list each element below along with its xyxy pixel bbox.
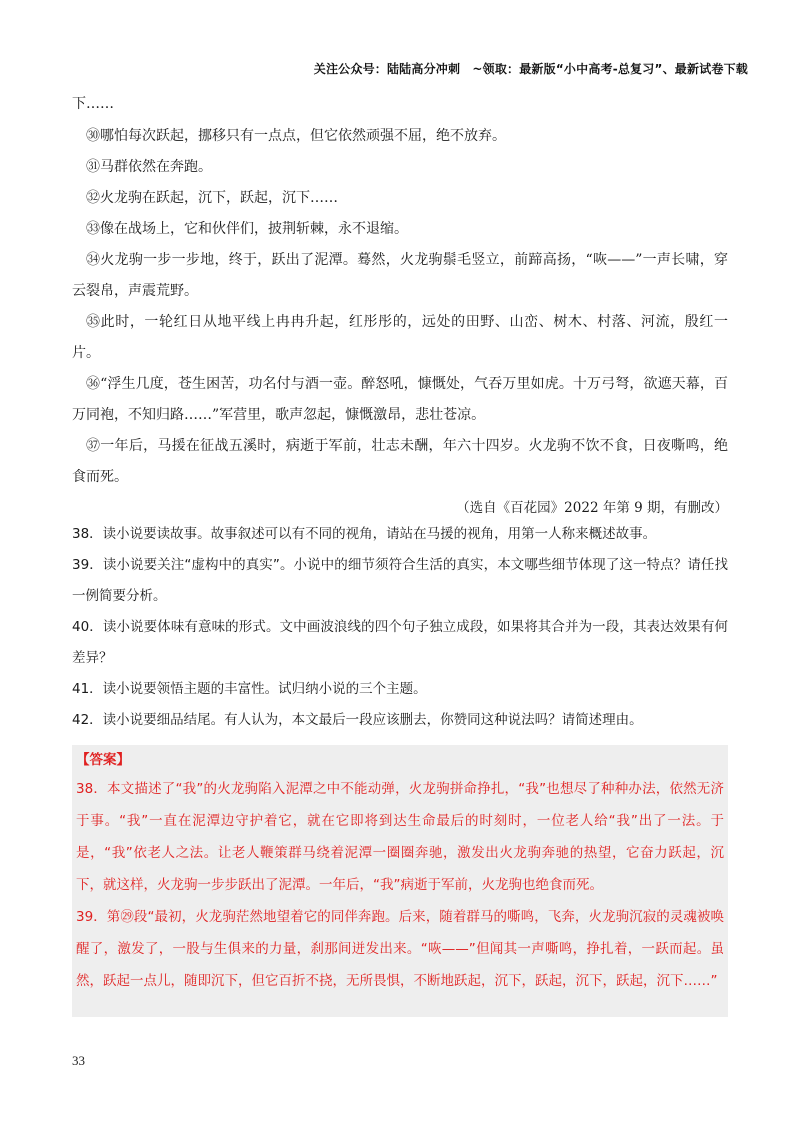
story-paragraph-37: ㊲一年后，马援在征战五溪时，病逝于军前，壮志未酬，年六十四岁。火龙驹不饮不食，日夜嘶鸣，绝食而死。 <box>72 438 728 485</box>
answer-tag: 【答案】 <box>76 752 130 768</box>
question-40: 40．读小说要体味有意味的形式。文中画波浪线的四个句子独立成段，如果将其合并为一段，其表达效果有何差异？ <box>72 619 728 666</box>
question-list <box>72 519 728 736</box>
answer-box <box>72 745 728 1017</box>
question-41: 41．读小说要领悟主题的丰富性。试归纳小说的三个主题。 <box>72 681 427 697</box>
question-38: 38．读小说要读故事。故事叙述可以有不同的视角，请站在马援的视角，用第一人称来概述故事。 <box>72 526 657 542</box>
story-paragraph-30: ㉚哪怕每次跃起，挪移只有一点点，但它依然顽强不屈，绝不放弃。 <box>86 128 506 144</box>
document-body <box>72 93 728 736</box>
page-header: 关注公众号：陆陆高分冲刺 ~领取：最新版“小中高考-总复习”、最新试卷下载 <box>313 62 748 76</box>
story-source: （选自《百花园》2022 年第 9 期，有删改） <box>456 500 728 516</box>
question-42: 42．读小说要细品结尾。有人认为，本文最后一段应该删去，你赞同这种说法吗？请简述理由。 <box>72 712 643 728</box>
answer-39: 39．第㉙段“最初，火龙驹茫然地望着它的同伴奔跑。后来，随着群马的嘶鸣，飞奔，火龙驹沉寂的灵魂被唤醒了，激发了，一股与生俱来的力量，刹那间迸发出来。“咴——”但闻其一声嘶鸣，挣扎着，一跃而起。虽然，跃起一点儿，随即沉下，但它百折不挠，无所畏惧，不断地跃起，沉下，跃起，沉下，跃起，沉下……” <box>76 909 724 989</box>
story-paragraph-35: ㉟此时，一轮红日从地平线上冉冉升起，红彤彤的，远处的田野、山峦、树木、村落、河流，殷红一片。 <box>72 314 728 361</box>
story-paragraph-32: ㉜火龙驹在跃起，沉下，跃起，沉下…… <box>86 190 338 206</box>
story-paragraph-36: ㊱“浮生几度，苍生困苦，功名付与酒一壶。醉怒吼，慷慨处，气吞万里如虎。十万弓弩，欲遮天幕，百万同袍，不知归路……”军营里，歌声忽起，慷慨激昂，悲壮苍凉。 <box>72 376 728 423</box>
story-lead: 下…… <box>72 96 114 112</box>
page-number: 33 <box>72 1053 85 1068</box>
story-paragraph-33: ㉝像在战场上，它和伙伴们，披荆斩棘，永不退缩。 <box>86 221 408 237</box>
story-paragraph-31: ㉛马群依然在奔跑。 <box>86 159 212 175</box>
question-39: 39．读小说要关注“虚构中的真实”。小说中的细节须符合生活的真实，本文哪些细节体现了这一特点？请任找一例简要分析。 <box>72 557 728 604</box>
answer-38: 38．本文描述了“我”的火龙驹陷入泥潭之中不能动弹，火龙驹拼命挣扎，“我”也想尽了种种办法，依然无济于事。“我”一直在泥潭边守护着它，就在它即将到达生命最后的时刻时，一位老人给“我”出了一法。于是，“我”依老人之法。让老人鞭策群马绕着泥潭一圈圈奔驰，激发出火龙驹奔驰的热望，它奋力跃起，沉下，就这样，火龙驹一步步跃出了泥潭。一年后，“我”病逝于军前，火龙驹也绝食而死。 <box>76 781 724 893</box>
story-paragraph-34: ㉞火龙驹一步一步地，终于，跃出了泥潭。蓦然，火龙驹鬃毛竖立，前蹄高扬，“咴——”一声长啸，穿云裂帛，声震荒野。 <box>72 252 728 299</box>
